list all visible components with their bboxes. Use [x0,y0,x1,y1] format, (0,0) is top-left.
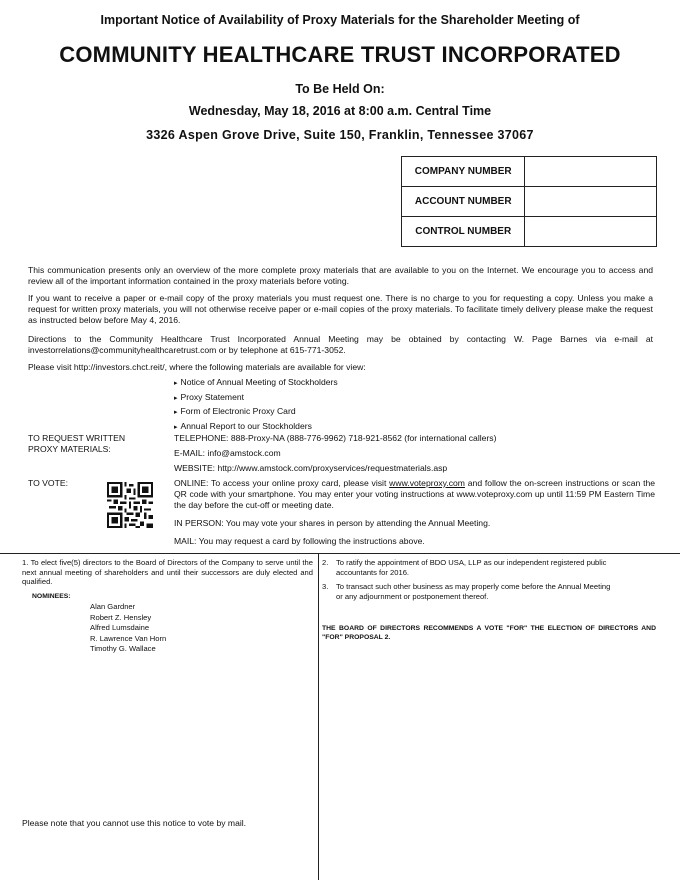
email-line [174,448,281,458]
proposal-1 [22,558,313,587]
column-divider [318,553,319,880]
online-text-part1: To access your online proxy card, please visit [211,478,387,488]
account-number-label: ACCOUNT NUMBER [402,187,525,217]
proposal-2-line2: accountants for 2016. [336,567,410,577]
section-divider [0,553,680,554]
voteproxy-link[interactable]: www.voteproxy.com [389,478,465,488]
list-item: ▸ Proxy Statement [174,391,338,406]
company-number-field[interactable] [525,157,657,187]
nominees-label: NOMINEES: [32,593,71,600]
telephone-line [174,433,496,443]
mail-label: MAIL: [174,536,197,546]
in-person-label: IN PERSON: [174,518,224,528]
vote-online-text [174,478,655,511]
request-label-line2: PROXY MATERIALS: [28,444,111,454]
directions-paragraph: Directions to the Community Healthcare Trust Incorporated Annual Meeting may be obtained by contacting W. Page Barnes via e-mail at investorrelations@communityhealthcaretrust.com or by telephone at 615-771-3052. [28,334,653,355]
nominee-list [90,602,166,655]
paper-copy-paragraph: If you want to receive a paper or e-mail copy of the proxy materials you must request one. There is no charge to you for requesting a copy. Unless you make a request for written proxy materials, you will not otherwise receive paper or e-mail copies of the proxy materials. To facilitate timely delivery please make the request as instructed below before May 4, 2016. [28,293,653,325]
notice-heading: Important Notice of Availability of Proxy Materials for the Shareholder Meeting of [100,13,580,27]
online-label: ONLINE: [174,478,209,488]
control-number-label: CONTROL NUMBER [402,217,525,247]
board-recommendation: THE BOARD OF DIRECTORS RECOMMENDS A VOTE "FOR" THE ELECTION OF DIRECTORS AND "FOR" PROPOSAL 2. [322,625,656,641]
proposal-3-line1: To transact such other business as may properly come before the Annual Meeting [336,582,611,591]
proposal-2-line1: To ratify the appointment of BDO USA, LLP as our independent registered public [336,558,607,567]
mail-notice: Please note that you cannot use this notice to vote by mail. [22,818,247,828]
account-number-field[interactable] [525,187,657,217]
meeting-address: 3326 Aspen Grove Drive, Suite 150, Franklin, Tennessee 37067 [146,128,534,142]
request-label-line1: TO REQUEST WRITTEN [28,433,126,443]
website-link[interactable]: http://www.amstock.com/proxyservices/requestmaterials.asp [217,463,448,473]
proposal-1-number: 1. [22,558,29,567]
proposal-3-line2: or any adjournment or postponement thereof. [336,591,489,601]
overview-paragraph: This communication presents only an overview of the more complete proxy materials that are available to you on the Internet. We encourage you to access and review all of the important information contained in the proxy materials before voting. [28,265,653,286]
list-item: ▸ Notice of Annual Meeting of Stockholders [174,376,338,391]
proposal-2 [322,558,656,577]
list-item: Alan Gardner [90,602,136,611]
qr-code-icon[interactable] [107,482,153,528]
list-item: ▸ Form of Electronic Proxy Card [174,405,338,420]
online-text-part2: and follow the on-screen instructions or scan the QR code with your smartphone. You may enter your voting instructions at www.voteproxy.com up until 11:59 PM Eastern Time the day before the cut-off or meeting date. [174,478,656,510]
website-line [174,463,447,473]
telephone-value[interactable]: 888-Proxy-NA (888-776-9962) 718-921-8562 (for international callers) [230,433,497,443]
in-person-description: You may vote your shares in person by attending the Annual Meeting. [225,518,491,528]
mail-description: You may request a card by following the instructions above. [198,536,425,546]
visit-website-text: Please visit http://investors.chct.reit/, where the following materials are available for view: [28,362,366,372]
list-item: ▸ Annual Report to our Stockholders [174,420,338,435]
proposal-3-number: 3. [322,582,329,591]
materials-list [174,376,338,434]
control-number-field[interactable] [525,217,657,247]
request-materials-label [28,433,168,455]
list-item: Alfred Lumsdaine [90,623,150,633]
email-label: E-MAIL: [174,448,206,458]
telephone-label: TELEPHONE: [174,433,229,443]
proposal-2-number: 2. [322,558,329,567]
website-label: WEBSITE: [174,463,216,473]
proposal-1-text: To elect five(5) directors to the Board of Directors of the Company to serve until the next annual meeting of shareholders and until their successors are duly elected and qualified. [22,558,313,586]
shareholder-id-table [401,156,657,247]
list-item: Robert Z. Hensley [90,612,152,622]
to-vote-label: TO VOTE: [28,478,68,488]
vote-in-person-text [174,518,490,528]
meeting-date: Wednesday, May 18, 2016 at 8:00 a.m. Central Time [188,104,492,118]
email-value[interactable]: info@amstock.com [207,448,281,458]
company-title: COMMUNITY HEALTHCARE TRUST INCORPORATED [59,42,621,67]
company-number-label: COMPANY NUMBER [402,157,525,187]
list-item: R. Lawrence Van Horn [90,633,167,643]
proposal-3 [322,582,656,601]
held-on-label: To Be Held On: [295,82,385,96]
vote-mail-text [174,536,425,546]
list-item: Timothy G. Wallace [90,644,156,654]
